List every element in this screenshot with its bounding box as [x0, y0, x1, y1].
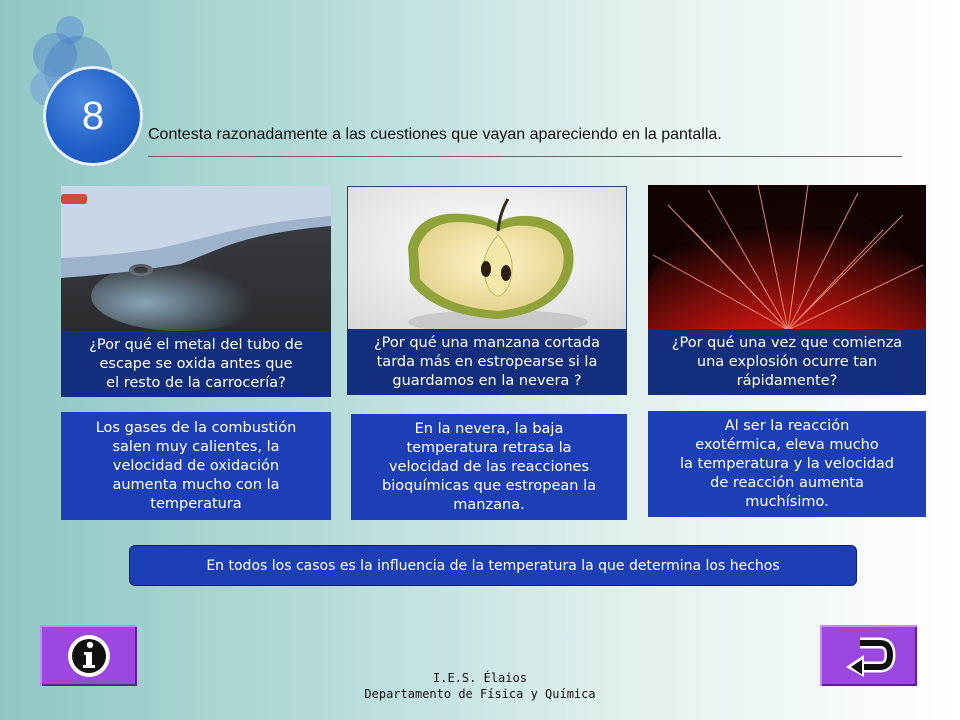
apple-half-photo [347, 186, 627, 330]
footer-department: Departamento de Física y Química [364, 687, 596, 701]
question-box-2: ¿Por qué una manzana cortada tarda más en estropearse si la guardamos en la nevera ? [347, 329, 627, 395]
instruction-text: Contesta razonadamente a las cuestiones que vayan apareciendo en la pantalla. [148, 126, 722, 143]
summary-banner: En todos los casos es la influencia de la temperatura la que determina los hechos [129, 545, 857, 586]
footer-school: I.E.S. Élaios [433, 671, 527, 685]
question-box-3: ¿Por qué una vez que comienza una explosión ocurre tan rápidamente? [648, 329, 926, 395]
footer [0, 670, 960, 702]
explosion-photo [648, 185, 926, 330]
answer-box-2: En la nevera, la baja temperatura retrasa la velocidad de las reacciones bioquímicas que estropean la manzana. [351, 414, 627, 520]
slide-number-badge [43, 66, 143, 166]
answer-box-1: Los gases de la combustión salen muy calientes, la velocidad de oxidación aumenta mucho con la temperatura [61, 412, 331, 520]
answer-box-3: Al ser la reacción exotérmica, eleva mucho la temperatura y la velocidad de reacción aumenta muchísimo. [648, 411, 926, 517]
slide-number: 8 [81, 93, 105, 138]
car-exhaust-photo [61, 186, 331, 331]
question-box-1: ¿Por qué el metal del tubo de escape se oxida antes que el resto de la carrocería? [61, 331, 331, 397]
title-divider [148, 156, 902, 157]
